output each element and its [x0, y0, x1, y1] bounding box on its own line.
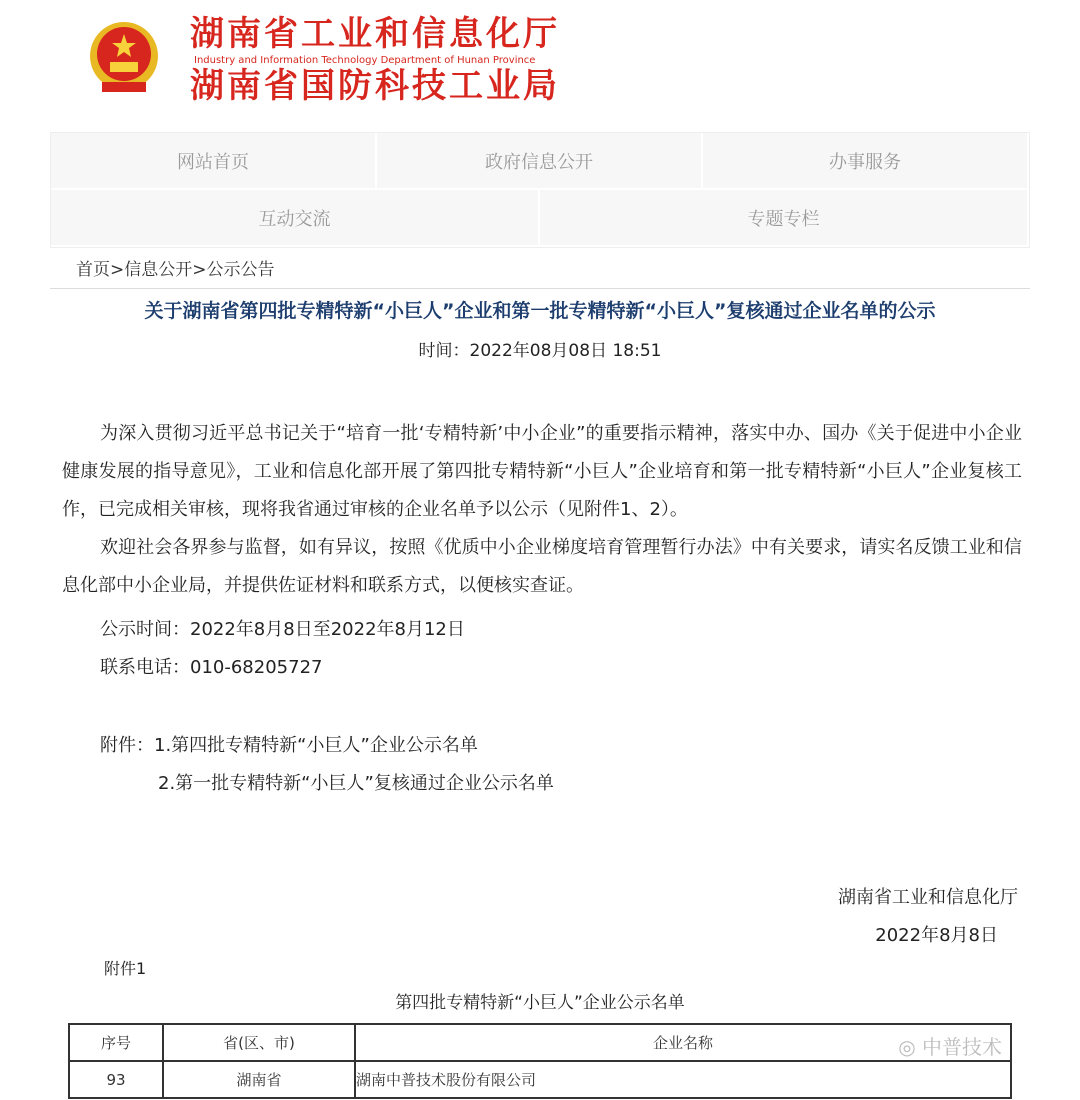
attachment-link-2[interactable]: 2.第一批专精特新“小巨人”复核通过企业公示名单 [158, 773, 554, 794]
contact-phone: 联系电话：010-68205727 [100, 657, 323, 678]
table-header-row [69, 1024, 1011, 1061]
breadcrumb[interactable]: 首页>信息公开>公示公告 [76, 260, 275, 280]
cell-company: 湖南中普技术股份有限公司 [355, 1061, 1011, 1098]
wechat-icon: ◎ [898, 1035, 922, 1059]
nav-home[interactable]: 网站首页 [51, 133, 377, 188]
cell-province: 湖南省 [163, 1061, 355, 1098]
paragraph-2: 欢迎社会各界参与监督，如有异议，按照《优质中小企业梯度培育管理暂行办法》中有关要求，请实名反馈工业和信息化部中小企业局，并提供佐证材料和联系方式，以便核实查证。 [62, 537, 1022, 596]
cell-no: 93 [69, 1061, 163, 1098]
header-company: 企业名称 [652, 1034, 713, 1052]
article-time: 时间：2022年08月08日 18:51 [418, 341, 662, 361]
article-body [62, 415, 1022, 1099]
header-company-cell [355, 1024, 1011, 1061]
paragraph-1: 为深入贯彻习近平总书记关于“培育一批‘专精特新’中小企业”的重要指示精神，落实中办、国办《关于促进中小企业健康发展的指导意见》，工业和信息化部开展了第四批专精特新“小巨人”企业培育和第一批专精特新“小巨人”企业复核工作，已完成相关审核，现将我省通过审核的企业名单予以公示（见附件1、2）。 [62, 423, 1022, 520]
national-emblem-logo [88, 20, 160, 98]
article-title: 关于湖南省第四批专精特新“小巨人”企业和第一批专精特新“小巨人”复核通过企业名单的公示 [144, 300, 936, 322]
nav-topics[interactable]: 专题专栏 [540, 190, 1029, 245]
header-no: 序号 [69, 1024, 163, 1061]
watermark [898, 1031, 1002, 1060]
header-province: 省(区、市) [163, 1024, 355, 1061]
main-nav [50, 132, 1030, 248]
signature: 湖南省工业和信息化厅 [838, 887, 1018, 908]
signature-date: 2022年8月8日 [875, 925, 998, 946]
org-name: 湖南省工业和信息化厅 [190, 14, 560, 54]
table-row [69, 1061, 1011, 1098]
divider [50, 288, 1030, 289]
watermark-text: 中普技术 [922, 1035, 1002, 1059]
nav-gov-info[interactable]: 政府信息公开 [377, 133, 703, 188]
attachment-link-1[interactable]: 1.第四批专精特新“小巨人”企业公示名单 [154, 735, 478, 756]
attachment-label: 附件： [100, 735, 154, 756]
org-name-secondary: 湖南省国防科技工业局 [190, 66, 560, 106]
publicity-period: 公示时间：2022年8月8日至2022年8月12日 [100, 619, 465, 640]
nav-services[interactable]: 办事服务 [703, 133, 1029, 188]
annex-label: 附件1 [104, 959, 147, 978]
attachment-row-1 [62, 727, 1022, 765]
annex-title: 第四批专精特新“小巨人”企业公示名单 [395, 993, 685, 1013]
annex-table [68, 1023, 1012, 1099]
org-name-en: Industry and Information Technology Department of Hunan Province [194, 55, 536, 66]
nav-interaction[interactable]: 互动交流 [51, 190, 540, 245]
